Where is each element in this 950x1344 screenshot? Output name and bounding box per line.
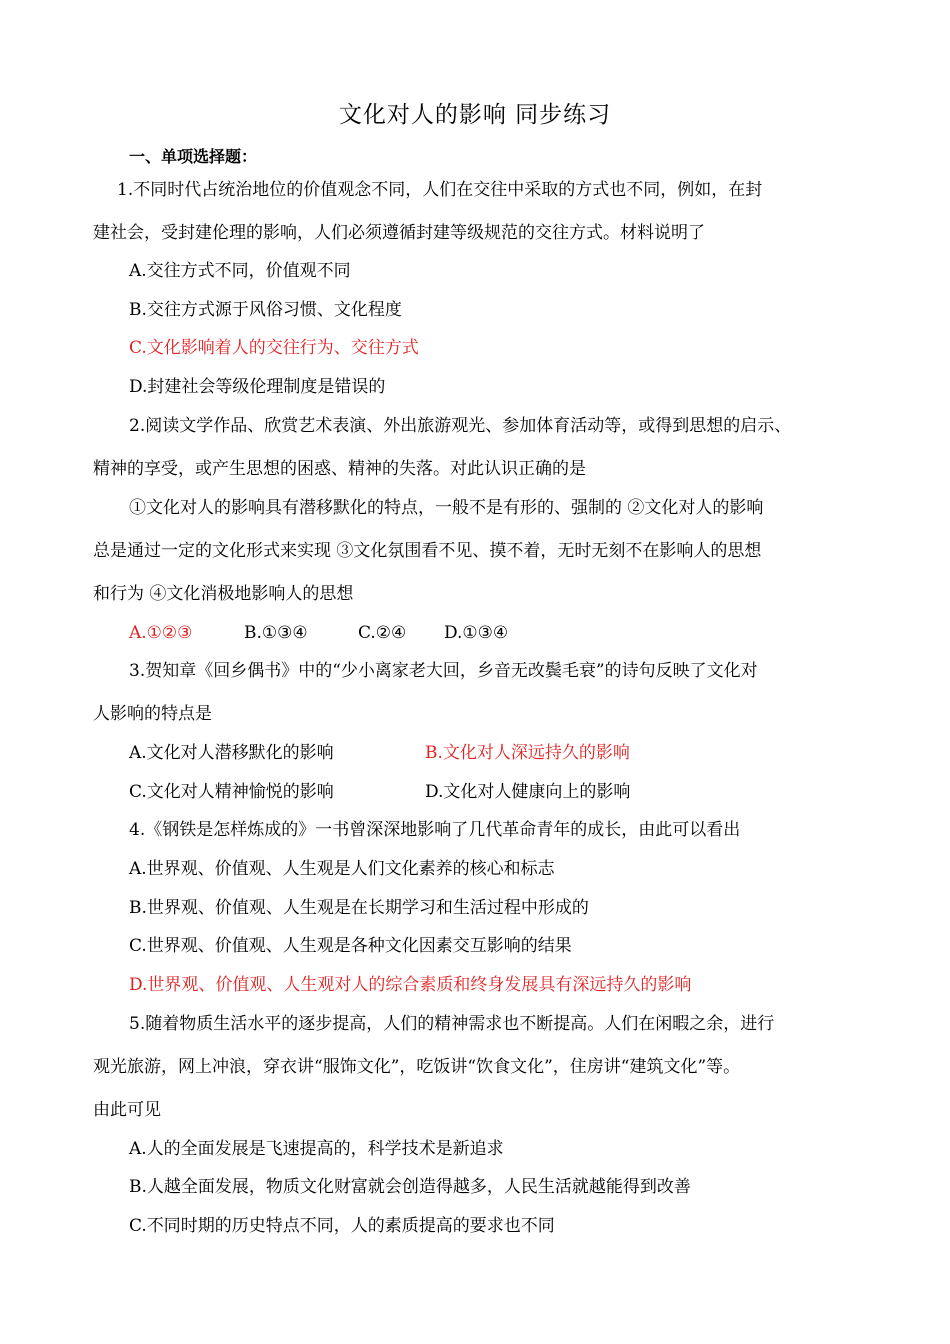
q5-option-c: C.不同时期的历史特点不同，人的素质提高的要求也不同: [129, 1216, 555, 1236]
q2-option-a-answer: A.①②③: [129, 623, 193, 643]
q3-option-c: C.文化对人精神愉悦的影响: [129, 782, 334, 802]
q4-stem-line1: 4.《钢铁是怎样炼成的》一书曾深深地影响了几代革命青年的成长，由此可以看出: [129, 820, 741, 840]
q5-stem-line1: 5.随着物质生活水平的逐步提高，人们的精神需求也不断提高。人们在闲暇之余，进行: [129, 1014, 775, 1034]
q1-stem-line2: 建社会，受封建伦理的影响，人们必须遵循封建等级规范的交往方式。材料说明了: [93, 223, 705, 243]
q3-option-a: A.文化对人潜移默化的影响: [129, 743, 334, 763]
q3-option-b-answer: B.文化对人深远持久的影响: [425, 743, 630, 763]
q3-option-d: D.文化对人健康向上的影响: [425, 782, 631, 802]
q4-option-c: C.世界观、价值观、人生观是各种文化因素交互影响的结果: [129, 936, 572, 956]
q2-statement-line1: ①文化对人的影响具有潜移默化的特点，一般不是有形的、强制的 ②文化对人的影响: [129, 498, 764, 518]
page-title: 文化对人的影响 同步练习: [338, 102, 612, 128]
section-heading: 一、单项选择题：: [129, 147, 258, 166]
q5-option-a: A.人的全面发展是飞速提高的，科学技术是新追求: [129, 1139, 504, 1159]
q2-stem-line1: 2.阅读文学作品、欣赏艺术表演、外出旅游观光、参加体育活动等，或得到思想的启示、: [129, 416, 792, 436]
q2-statement-line3: 和行为 ④文化消极地影响人的思想: [93, 584, 354, 604]
q5-option-b: B.人越全面发展，物质文化财富就会创造得越多，人民生活就越能得到改善: [129, 1177, 691, 1197]
q4-option-d-answer: D.世界观、价值观、人生观对人的综合素质和终身发展具有深远持久的影响: [129, 975, 692, 995]
q2-option-b: B.①③④: [244, 623, 308, 643]
q2-option-d: D.①③④: [444, 623, 509, 643]
q1-option-d: D.封建社会等级伦理制度是错误的: [129, 377, 386, 397]
q5-stem-line3: 由此可见: [93, 1100, 161, 1120]
q1-option-b: B.交往方式源于风俗习惯、文化程度: [129, 300, 402, 320]
q4-option-b: B.世界观、价值观、人生观是在长期学习和生活过程中形成的: [129, 898, 589, 918]
q5-stem-line2: 观光旅游，网上冲浪，穿衣讲“服饰文化”，吃饭讲“饮食文化”，住房讲“建筑文化”等。: [93, 1057, 741, 1077]
q3-stem-line2: 人影响的特点是: [93, 704, 212, 724]
q2-option-c: C.②④: [358, 623, 407, 643]
q3-stem-line1: 3.贺知章《回乡偶书》中的“少小离家老大回，乡音无改鬓毛衰”的诗句反映了文化对: [129, 661, 758, 681]
q2-stem-line2: 精神的享受，或产生思想的困惑、精神的失落。对此认识正确的是: [93, 459, 586, 479]
q2-statement-line2: 总是通过一定的文化形式来实现 ③文化氛围看不见、摸不着，无时无刻不在影响人的思想: [93, 541, 762, 561]
q1-stem-line1: 1.不同时代占统治地位的价值观念不同，人们在交往中采取的方式也不同，例如，在封: [117, 180, 763, 200]
q1-option-c-answer: C.文化影响着人的交往行为、交往方式: [129, 338, 419, 358]
q4-option-a: A.世界观、价值观、人生观是人们文化素养的核心和标志: [129, 859, 555, 879]
q1-option-a: A.交往方式不同，价值观不同: [129, 261, 351, 281]
